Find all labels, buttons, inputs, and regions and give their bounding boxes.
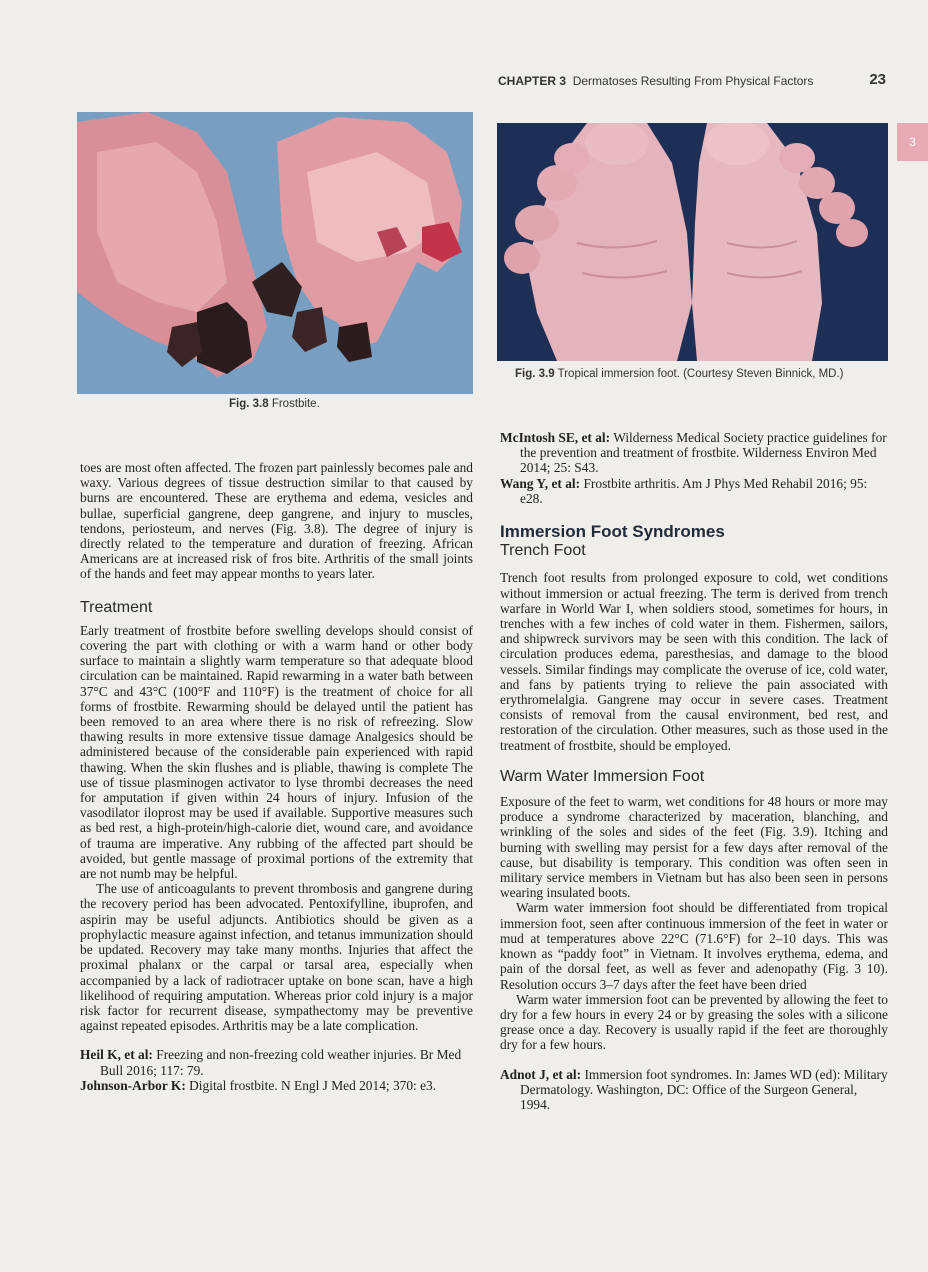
reference (80, 1078, 473, 1093)
reference-author: McIntosh SE, et al: (500, 430, 611, 445)
paragraph: Warm water immersion foot should be differentiated from tropical immersion foot, seen after continuous immersion of the feet in water or mud at temperatures above 22°C (71.6°F) for 2–10 days. This was known as “paddy foot” in Vietnam. It involves erythema, edema, and pain of the dorsal feet, as well as fever and adenopathy (Fig. 3 10). Resolution occurs 3–7 days after the feet have been dried (500, 900, 888, 992)
reference (500, 430, 888, 476)
reference-author: Adnot J, et al: (500, 1066, 582, 1082)
figure-caption-text: Frostbite. (271, 398, 320, 410)
right-column (500, 430, 888, 1112)
reference-text: Wilderness Medical Society practice guidelines for the prevention and treatment of frostbite. Wilderness Environ Med 2014; 25: S43. (520, 430, 887, 476)
figure-label: Fig. 3.8 (229, 398, 269, 410)
reference (500, 1067, 888, 1113)
figure-caption-3-9 (515, 368, 844, 380)
trench-foot-heading: Trench Foot (500, 542, 586, 560)
reference-author: Heil K, et al: (80, 1047, 153, 1063)
figure-immersion-foot (497, 123, 888, 361)
paragraph: toes are most often affected. The frozen part painlessly becomes pale and waxy. Various degrees of tissue destruction similar to that caused by burns are encountered. These are erythema and edema, vesicles and bullae, superficial gangrene, deep gangrene, and injury to muscles, tendons, periosteum, and nerves (Fig. 3.8). The degree of injury is directly related to the temperature and duration of freezing. African Americans are at increased risk of fros bite. Arthritis of the small joints of the hands and feet may appear months to years later. (80, 460, 473, 582)
page-number: 23 (869, 71, 886, 88)
paragraph: Warm water immersion foot can be prevented by allowing the feet to dry for a few hours in every 24 or by greasing the soles with a silicone grease once a day. Recovery is usually rapid if the feet are thoroughly dry for a few hours. (500, 991, 888, 1053)
figure-frostbite-hands (77, 112, 473, 394)
figure-caption-text: Tropical immersion foot. (Courtesy Steven Binnick, MD.) (557, 368, 844, 380)
chapter-tab: 3 (897, 123, 928, 161)
paragraph: Exposure of the feet to warm, wet conditions for 48 hours or more may produce a syndrome characterized by maceration, blanching, and wrinkling of the soles and sides of the feet (Fig. 3.9). Itching and burning with swelling may persist for a few days after removal of the cause, but disability is temporary. This condition was often seen in military service members in Vietnam but has also been seen in persons wearing insulated boots. (500, 794, 888, 901)
figure-caption-3-8 (229, 398, 320, 410)
chapter-title: Dermatoses Resulting From Physical Factors (572, 74, 814, 88)
reference-author: Wang Y, et al: (500, 475, 581, 491)
reference-text: Digital frostbite. N Engl J Med 2014; 370: e3. (189, 1077, 437, 1093)
paragraph: Early treatment of frostbite before swelling develops should consist of covering the part with clothing or with a warm hand or other body surface to maintain a slightly warm temperature so that adequate blood circulation can be maintained. Rapid rewarming in a water bath between 37°C and 43°C (100°F and 110°F) is the treatment of choice for all forms of frostbite. Rewarming should be delayed until the patient has been removed to an area where there is no risk of refreezing. Slow thawing results in more extensive tissue damage Analgesics should be administered because of the considerable pain experienced with rapid thawing. When the skin flushes and is pliable, thawing is complete The use of tissue plasminogen activator to lyse thrombi decreases the need for amputation if given within 24 hours of injury. Infusion of the vasodilator iloprost may be used if available. Supportive measures such as bed rest, a high-protein/high-calorie diet, wound care, and avoidance of trauma are imperative. Any rubbing of the affected part should be avoided, but gentle massage of proximal portions of the extremity that are not numb may be helpful. (80, 622, 473, 882)
treatment-heading: Treatment (80, 598, 153, 616)
reference (500, 476, 888, 506)
reference-text: Freezing and non-freezing cold weather injuries. Br Med Bull 2016; 117: 79. (100, 1047, 462, 1078)
section-heading: Immersion Foot Syndromes (500, 522, 725, 542)
paragraph: Trench foot results from prolonged exposure to cold, wet conditions without immersion or actual freezing. The term is derived from trench warfare in World War I, when soldiers stood, sometimes for hours, in trenches with a few inches of cold water in them. Fishermen, sailors, and shipwreck survivors may be seen with this condition. The lack of circulation produces edema, paresthesias, and damage to the blood vessels. Similar findings may complicate the overuse of ice, cold water, and fans by patients trying to relieve the pain associated with erythromelalgia. Gangrene may occur in severe cases. Treatment consists of removal from the causal environment, bed rest, and restoration of the circulation. Other measures, such as those used in the treatment of frostbite, should be employed. (500, 570, 888, 753)
figure-label: Fig. 3.9 (515, 368, 555, 380)
paragraph: The use of anticoagulants to prevent thrombosis and gangrene during the recovery period has been advocated. Pentoxifylline, ibuprofen, and aspirin may be useful adjuncts. Antibiotics should be given as a prophylactic measure against infection, and tetanus immunization should be updated. Recovery may take many months. Injuries that affect the proximal phalanx or the carpal or tarsal area, especially when accompanied by a lack of radiotracer uptake on bone scan, have a high likelihood of requiring amputation. Whereas prior cold injury is a major risk factor for recurrent disease, sympathectomy may be preventive against repeated episodes. Arthritis may be a late complication. (80, 881, 473, 1034)
reference-author: Johnson-Arbor K: (80, 1077, 186, 1093)
reference-text: Frostbite arthritis. Am J Phys Med Rehabil 2016; 95: e28. (520, 475, 868, 506)
chapter-label: CHAPTER 3 (498, 74, 567, 88)
reference-text: Immersion foot syndromes. In: James WD (ed): Military Dermatology. Washington, DC: Office of the Surgeon General, 1994. (520, 1066, 888, 1112)
running-header (498, 71, 890, 94)
left-column (80, 460, 473, 1093)
reference (80, 1047, 473, 1077)
warm-water-heading: Warm Water Immersion Foot (500, 767, 705, 785)
